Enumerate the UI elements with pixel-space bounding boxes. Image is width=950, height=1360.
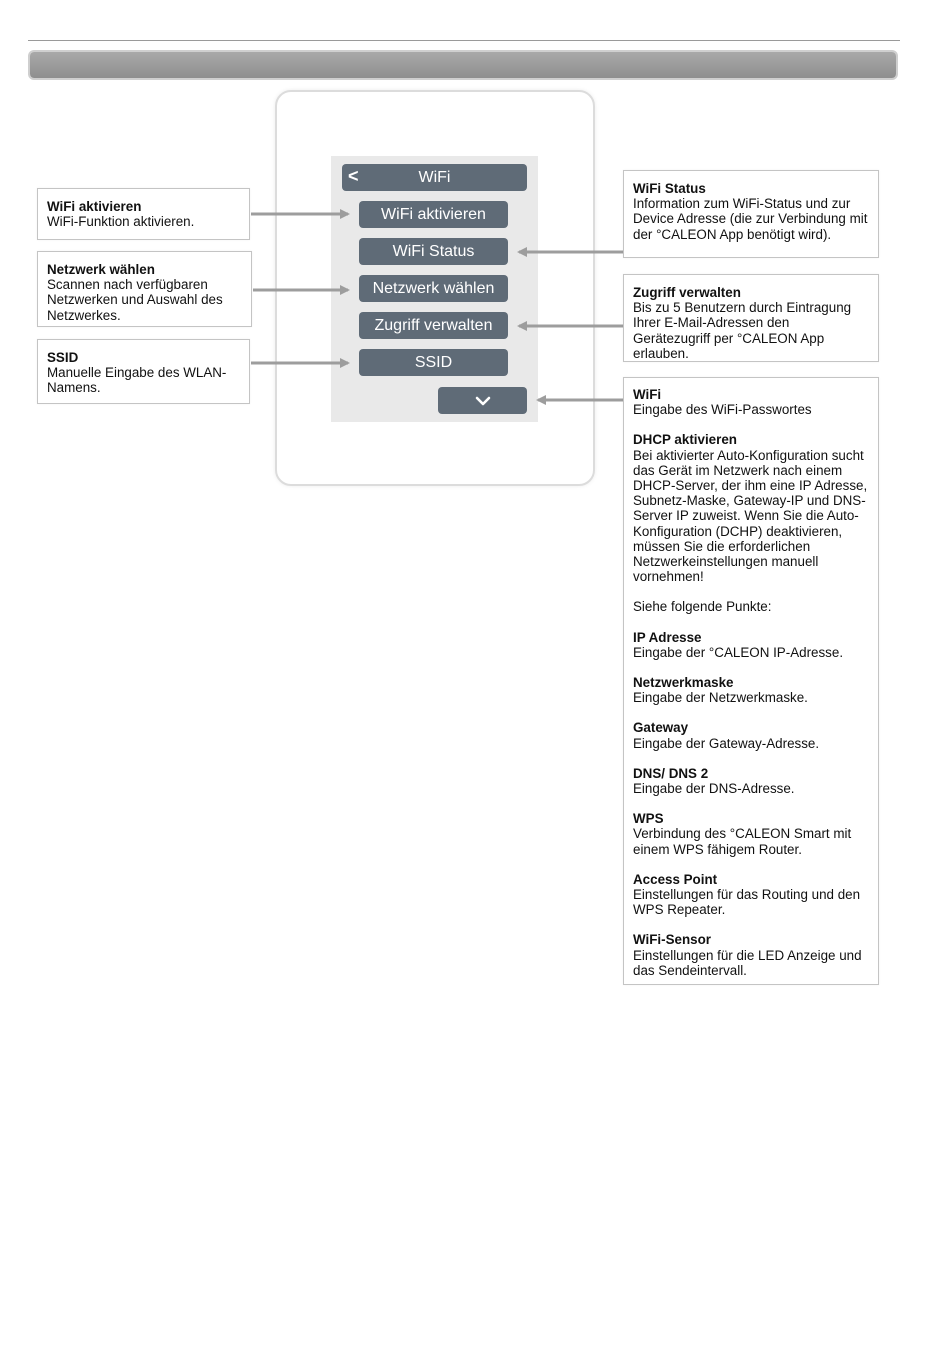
callout-text: Bis zu 5 Benutzern durch Eintragung Ihrer E-Mail-Adressen den Gerätezugriff per °CALEON App erlauben. (633, 300, 852, 361)
callout-title: WiFi Status (633, 181, 706, 196)
detail-title: DNS/ DNS 2 (633, 765, 709, 781)
zugriff-verwalten-button[interactable]: Zugriff verwalten (359, 312, 508, 339)
callout-netzwerk-waehlen (37, 251, 252, 327)
detail-text: Bei aktivierter Auto-Konfiguration sucht das Gerät im Netzwerk nach einem DHCP-Server, der ihm eine IP Adresse, Subnetz-Maske, Gateway-IP und DNS-Server IP zuweist. Wenn Sie die Auto-Konfiguration (DCHP) deaktivieren, müssen Sie die erforderlichen Netzwerkeinstellungen manuell vornehmen! (633, 447, 868, 585)
detail-text: Verbindung des °CALEON Smart mit einem WPS fähigem Router. (633, 826, 852, 857)
detail-dns (633, 766, 870, 796)
back-chevron-icon[interactable]: < (348, 166, 359, 186)
detail-wifi (633, 387, 870, 417)
detail-wifi-sensor (633, 932, 870, 978)
detail-dhcp (633, 432, 870, 584)
detail-title: WiFi-Sensor (633, 932, 711, 948)
ssid-button[interactable]: SSID (359, 349, 508, 376)
detail-text: Einstellungen für das Routing und den WPS Repeater. (633, 887, 861, 918)
detail-text: Eingabe des WiFi-Passwortes (633, 402, 812, 418)
detail-text: Eingabe der Gateway-Adresse. (633, 735, 820, 751)
callout-title: WiFi aktivieren (47, 199, 142, 214)
detail-gateway (633, 720, 870, 750)
netzwerk-waehlen-button[interactable]: Netzwerk wählen (359, 275, 508, 302)
menu-title: WiFi (418, 168, 451, 186)
callout-wifi-status (623, 170, 879, 258)
detail-title: WiFi (633, 387, 662, 402)
callout-title: SSID (47, 350, 79, 365)
detail-see-following (633, 599, 870, 614)
wifi-aktivieren-button[interactable]: WiFi aktivieren (359, 201, 508, 228)
callout-wifi-aktivieren (37, 188, 250, 240)
detail-title: Access Point (633, 871, 718, 887)
callout-wifi-details (623, 377, 879, 985)
callout-title: Netzwerk wählen (47, 262, 155, 277)
detail-title: IP Adresse (633, 629, 702, 645)
detail-text: Eingabe der °CALEON IP-Adresse. (633, 644, 844, 660)
detail-title: DHCP aktivieren (633, 432, 737, 448)
callout-text: Information zum WiFi-Status und zur Device Adresse (die zur Verbindung mit der °CALEON App benötigt wird). (633, 196, 868, 242)
detail-text: Eingabe der DNS-Adresse. (633, 781, 795, 797)
detail-text: Eingabe der Netzwerkmaske. (633, 690, 808, 706)
callout-ssid (37, 339, 250, 404)
detail-netzwerkmaske (633, 675, 870, 705)
callout-text: WiFi-Funktion aktivieren. (47, 214, 195, 230)
detail-ip-adresse (633, 630, 870, 660)
callout-text: Scannen nach verfügbaren Netzwerken und Auswahl des Netzwerkes. (47, 277, 223, 323)
detail-text: Einstellungen für die LED Anzeige und das Sendeintervall. (633, 947, 862, 978)
detail-access-point (633, 872, 870, 918)
callout-text: Manuelle Eingabe des WLAN-Namens. (47, 365, 227, 396)
detail-title: WPS (633, 811, 664, 827)
callout-zugriff-verwalten (623, 274, 879, 362)
detail-title: Netzwerkmaske (633, 675, 734, 691)
detail-wps (633, 811, 870, 857)
detail-text: Siehe folgende Punkte: (633, 599, 772, 615)
wifi-status-button[interactable]: WiFi Status (359, 238, 508, 265)
detail-title: Gateway (633, 720, 689, 736)
callout-title: Zugriff verwalten (633, 285, 741, 300)
